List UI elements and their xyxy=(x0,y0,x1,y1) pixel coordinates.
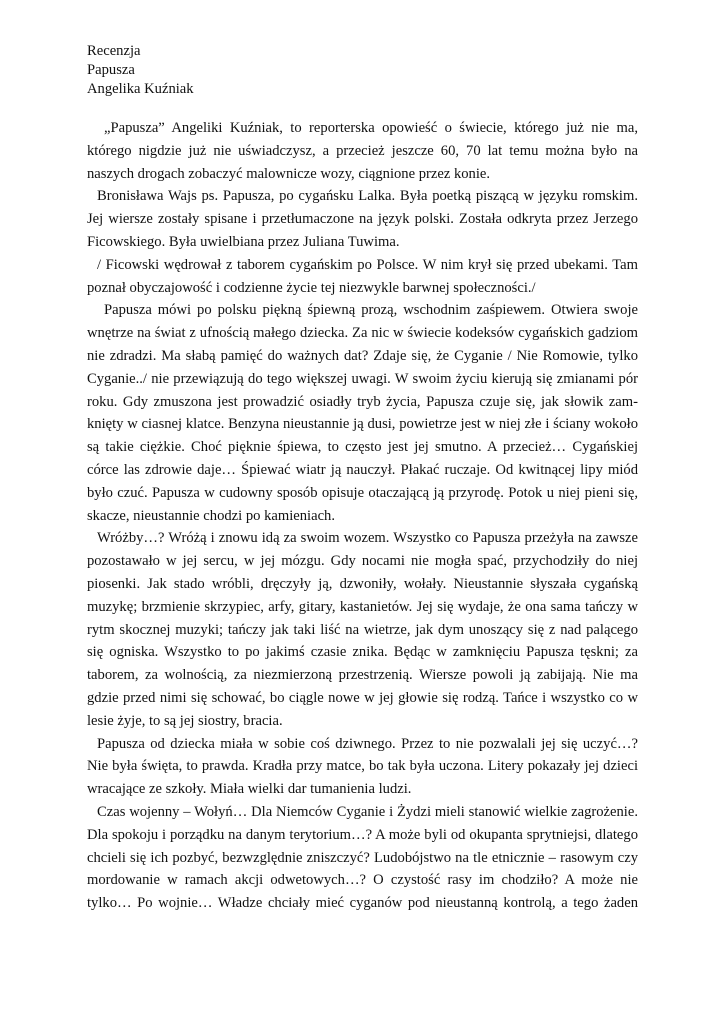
book-title: Papusza xyxy=(87,62,135,78)
text-line: skacze, nieustannie chodzi po kamieniach. xyxy=(87,507,335,524)
text-line: się ogniska. Wszystko to po jakimś czasie znika. Będąc w zamknięciu Papusza tęskni; za xyxy=(87,644,638,661)
text-line: wracające ze szkoły. Miała wielki dar tumanienia ludzi. xyxy=(87,781,412,798)
text-line: roku. Gdy zmuszona jest prowadzić osiadły tryb życia, Papusza czuje się, jak słowik zam- xyxy=(87,393,638,410)
text-line: są takie ciężkie. Choć pięknie śpiewa, to często jest jej smutno. A przecież… Cygańskiej xyxy=(87,439,638,456)
text-line: Czas wojenny – Wołyń… Dla Niemców Cyganie i Żydzi mieli stanowić wielkie zagrożenie. xyxy=(97,803,638,820)
text-line: Nie była święta, to prawda. Kradła przy matce, bo tak była uczona. Litery pokazały jej dzieci xyxy=(87,758,638,775)
text-line: Papusza od dziecka miała w sobie coś dziwnego. Przez to nie pozwalali jej się uczyć…? xyxy=(97,735,638,752)
text-line: poznał obyczajowość i codzienne życie tej niezwykle barwnej społeczności./ xyxy=(87,279,536,296)
text-line: naszych drogach zobaczyć malownicze wozy, ciągnione przez konie. xyxy=(87,165,491,182)
text-line: chcieli się ich pozbyć, bezwzględnie zniszczyć? Ludobójstwo na tle etnicznie – rasowym czy xyxy=(87,849,638,866)
text-line: mordowanie w ramach akcji odwetowych…? O czystość rasy im chodziło? A może nie xyxy=(87,872,638,889)
text-line: Ficowskiego. Była uwielbiana przez Juliana Tuwima. xyxy=(87,233,400,250)
text-line: Dla spokoju i porządku na danym terytorium…? A może byli od okupanta sprytniejsi, dlatego xyxy=(87,826,638,843)
text-line: którego nigdzie już nie uświadczysz, a przecież jeszcze 60, 70 lat temu można było na xyxy=(87,142,638,159)
text-line: wnętrze na świat z ufnością małego dziecka. Za nic w świecie kodeksów cygańskich gadziom xyxy=(87,325,638,342)
text-line: taborem, za wolnością, za niezmierzoną przestrzenią. Wiersze powoli ją zabijają. Nie ma xyxy=(87,667,638,684)
text-line: pozostawało w jej sercu, w jej mózgu. Gdy nocami nie mogła spać, przychodziły do niej xyxy=(87,553,638,570)
text-line: Wróżby…? Wróżą i znowu idą za swoim wozem. Wszystko co Papusza przeżyła na zawsze xyxy=(97,530,638,547)
text-line: „Papusza” Angeliki Kuźniak, to reporterska opowieść o świecie, którego już nie ma, xyxy=(104,120,638,136)
review-body xyxy=(87,117,638,915)
text-line: Papusza mówi po polsku piękną śpiewną prozą, wschodnim zaśpiewem. Otwiera swoje xyxy=(104,302,638,319)
header-label: Recenzja xyxy=(87,43,141,59)
text-line: knięty w ciasnej klatce. Benzyna nieustannie ją dusi, powietrze jest w niej złe i ściany wokoło xyxy=(87,416,638,433)
text-line: piosenki. Jak stado wróbli, dręczyły ją, dzwoniły, wołały. Nieustannie słyszała cygańską xyxy=(87,575,638,592)
text-line: Cyganie../ nie przewiązują do tego większej uwagi. W swoim życiu kierują się zmianami pór xyxy=(87,370,638,387)
text-line: Bronisława Wajs ps. Papusza, po cygańsku Lalka. Była poetką piszącą w języku romskim. xyxy=(97,188,638,205)
text-line: tylko… Po wojnie… Władze chciały mieć cyganów pod nieustanną kontrolą, a tego żaden xyxy=(87,895,638,912)
text-line: Jej wiersze zostały spisane i przetłumaczone na język polski. Została odkryta przez Jerzego xyxy=(87,211,638,228)
text-line: gdzie przed nimi się schować, bo ciągle nowe w jej głowie się rodzą. Tańce i wszystko co w xyxy=(87,689,638,706)
document-header xyxy=(87,42,194,99)
text-line: rytm skocznej muzyki; tańczy jak taki liść na wietrze, jak dym unoszący się z nad palącego xyxy=(87,621,638,638)
text-line: lesie żyje, to są jej siostry, bracia. xyxy=(87,712,283,729)
text-line: / Ficowski wędrował z taborem cygańskim po Polsce. W nim krył się przed ubekami. Tam xyxy=(97,256,638,273)
text-line: muzykę; brzmienie skrzypiec, arfy, gitary, kastanietów. Jej się wydaje, że ona sama tańczy w xyxy=(87,598,638,615)
text-line: córce las zdrowie daje… Śpiewać wiatr ją nauczył. Płakać ruczaje. Od kwitnącej lipy miód xyxy=(87,461,638,478)
author-name: Angelika Kuźniak xyxy=(87,81,194,97)
text-line: nie zdradzi. Ma słabą pamięć do ważnych dat? Zdaje się, że Cyganie / Nie Romowie, tylko xyxy=(87,347,638,364)
text-line: było czuć. Papusza w cudowny sposób opisuje otaczającą ją przyrodę. Potok u niej pieni się, xyxy=(87,484,638,501)
